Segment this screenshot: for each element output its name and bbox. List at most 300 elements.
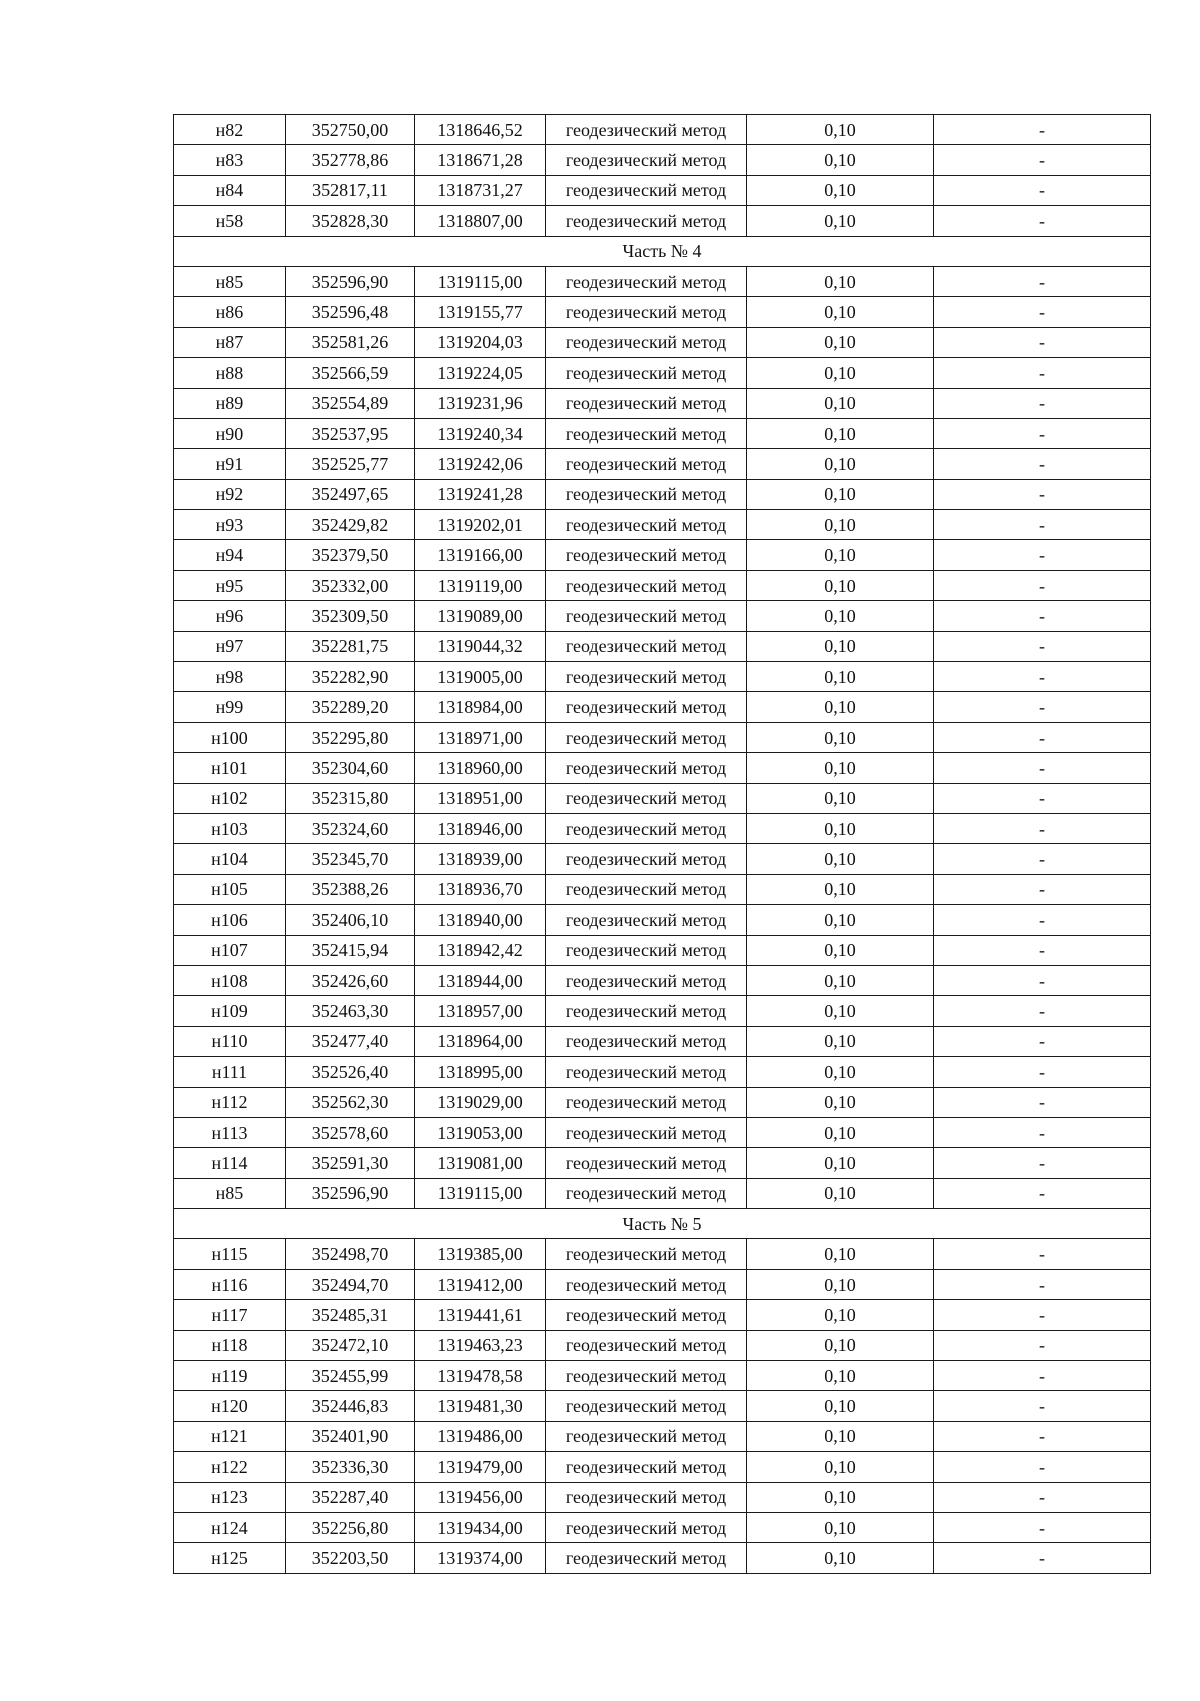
precision-cell: 0,10 (747, 1543, 934, 1573)
section-title: Часть № 4 (174, 236, 1151, 266)
note-cell: - (934, 1512, 1151, 1542)
y-coordinate-cell: 1318942,42 (415, 935, 546, 965)
precision-cell: 0,10 (747, 1482, 934, 1512)
point-name-cell: н107 (174, 935, 286, 965)
point-name-cell: н102 (174, 783, 286, 813)
note-cell: - (934, 540, 1151, 570)
table-row (174, 662, 1151, 692)
method-cell: геодезический метод (546, 1421, 747, 1451)
section-title: Часть № 5 (174, 1209, 1151, 1239)
section-header-row (174, 236, 1151, 266)
method-cell: геодезический метод (546, 479, 747, 509)
table-row (174, 1512, 1151, 1542)
precision-cell: 0,10 (747, 1057, 934, 1087)
x-coordinate-cell: 352345,70 (286, 844, 415, 874)
method-cell: геодезический метод (546, 874, 747, 904)
precision-cell: 0,10 (747, 1391, 934, 1421)
coordinates-table (173, 114, 1151, 1574)
point-name-cell: н90 (174, 418, 286, 448)
x-coordinate-cell: 352498,70 (286, 1239, 415, 1269)
precision-cell: 0,10 (747, 327, 934, 357)
point-name-cell: н87 (174, 327, 286, 357)
note-cell: - (934, 145, 1151, 175)
y-coordinate-cell: 1319479,00 (415, 1452, 546, 1482)
precision-cell: 0,10 (747, 358, 934, 388)
x-coordinate-cell: 352388,26 (286, 874, 415, 904)
y-coordinate-cell: 1318939,00 (415, 844, 546, 874)
point-name-cell: н99 (174, 692, 286, 722)
point-name-cell: н98 (174, 662, 286, 692)
y-coordinate-cell: 1319115,00 (415, 266, 546, 296)
x-coordinate-cell: 352537,95 (286, 418, 415, 448)
x-coordinate-cell: 352526,40 (286, 1057, 415, 1087)
precision-cell: 0,10 (747, 1026, 934, 1056)
method-cell: геодезический метод (546, 206, 747, 236)
y-coordinate-cell: 1319374,00 (415, 1543, 546, 1573)
x-coordinate-cell: 352446,83 (286, 1391, 415, 1421)
y-coordinate-cell: 1319224,05 (415, 358, 546, 388)
table-row (174, 115, 1151, 145)
note-cell: - (934, 418, 1151, 448)
table-row (174, 540, 1151, 570)
note-cell: - (934, 1026, 1151, 1056)
precision-cell: 0,10 (747, 753, 934, 783)
note-cell: - (934, 813, 1151, 843)
method-cell: геодезический метод (546, 1026, 747, 1056)
point-name-cell: н118 (174, 1330, 286, 1360)
precision-cell: 0,10 (747, 722, 934, 752)
precision-cell: 0,10 (747, 510, 934, 540)
point-name-cell: н93 (174, 510, 286, 540)
note-cell: - (934, 1361, 1151, 1391)
x-coordinate-cell: 352562,30 (286, 1087, 415, 1117)
method-cell: геодезический метод (546, 1361, 747, 1391)
table-row (174, 692, 1151, 722)
method-cell: геодезический метод (546, 1057, 747, 1087)
table-row (174, 935, 1151, 965)
note-cell: - (934, 1482, 1151, 1512)
note-cell: - (934, 449, 1151, 479)
x-coordinate-cell: 352554,89 (286, 388, 415, 418)
method-cell: геодезический метод (546, 449, 747, 479)
point-name-cell: н120 (174, 1391, 286, 1421)
precision-cell: 0,10 (747, 388, 934, 418)
table-row (174, 813, 1151, 843)
table-row (174, 449, 1151, 479)
point-name-cell: н110 (174, 1026, 286, 1056)
precision-cell: 0,10 (747, 540, 934, 570)
point-name-cell: н117 (174, 1300, 286, 1330)
y-coordinate-cell: 1319241,28 (415, 479, 546, 509)
note-cell: - (934, 358, 1151, 388)
note-cell: - (934, 115, 1151, 145)
x-coordinate-cell: 352596,48 (286, 297, 415, 327)
y-coordinate-cell: 1319089,00 (415, 601, 546, 631)
precision-cell: 0,10 (747, 115, 934, 145)
table-row (174, 358, 1151, 388)
x-coordinate-cell: 352287,40 (286, 1482, 415, 1512)
point-name-cell: н92 (174, 479, 286, 509)
point-name-cell: н94 (174, 540, 286, 570)
table-row (174, 1543, 1151, 1573)
precision-cell: 0,10 (747, 631, 934, 661)
note-cell: - (934, 874, 1151, 904)
method-cell: геодезический метод (546, 418, 747, 448)
method-cell: геодезический метод (546, 813, 747, 843)
x-coordinate-cell: 352581,26 (286, 327, 415, 357)
table-row (174, 479, 1151, 509)
precision-cell: 0,10 (747, 449, 934, 479)
point-name-cell: н88 (174, 358, 286, 388)
table-row (174, 722, 1151, 752)
table-row (174, 1087, 1151, 1117)
note-cell: - (934, 175, 1151, 205)
precision-cell: 0,10 (747, 1269, 934, 1299)
note-cell: - (934, 510, 1151, 540)
method-cell: геодезический метод (546, 1239, 747, 1269)
section-header-row (174, 1209, 1151, 1239)
x-coordinate-cell: 352332,00 (286, 570, 415, 600)
method-cell: геодезический метод (546, 327, 747, 357)
precision-cell: 0,10 (747, 813, 934, 843)
table-row (174, 1117, 1151, 1147)
x-coordinate-cell: 352828,30 (286, 206, 415, 236)
table-row (174, 1452, 1151, 1482)
note-cell: - (934, 1391, 1151, 1421)
precision-cell: 0,10 (747, 662, 934, 692)
point-name-cell: н109 (174, 996, 286, 1026)
y-coordinate-cell: 1318957,00 (415, 996, 546, 1026)
note-cell: - (934, 1057, 1151, 1087)
y-coordinate-cell: 1318995,00 (415, 1057, 546, 1087)
note-cell: - (934, 266, 1151, 296)
y-coordinate-cell: 1319385,00 (415, 1239, 546, 1269)
table-row (174, 1482, 1151, 1512)
point-name-cell: н82 (174, 115, 286, 145)
note-cell: - (934, 662, 1151, 692)
precision-cell: 0,10 (747, 601, 934, 631)
x-coordinate-cell: 352596,90 (286, 1178, 415, 1208)
table-row (174, 601, 1151, 631)
method-cell: геодезический метод (546, 1117, 747, 1147)
y-coordinate-cell: 1318971,00 (415, 722, 546, 752)
precision-cell: 0,10 (747, 570, 934, 600)
precision-cell: 0,10 (747, 1421, 934, 1451)
x-coordinate-cell: 352304,60 (286, 753, 415, 783)
x-coordinate-cell: 352309,50 (286, 601, 415, 631)
precision-cell: 0,10 (747, 874, 934, 904)
x-coordinate-cell: 352379,50 (286, 540, 415, 570)
table-row (174, 753, 1151, 783)
note-cell: - (934, 1269, 1151, 1299)
method-cell: геодезический метод (546, 1482, 747, 1512)
y-coordinate-cell: 1319240,34 (415, 418, 546, 448)
point-name-cell: н58 (174, 206, 286, 236)
method-cell: геодезический метод (546, 510, 747, 540)
note-cell: - (934, 1117, 1151, 1147)
y-coordinate-cell: 1319081,00 (415, 1148, 546, 1178)
x-coordinate-cell: 352289,20 (286, 692, 415, 722)
table-row (174, 874, 1151, 904)
y-coordinate-cell: 1318807,00 (415, 206, 546, 236)
point-name-cell: н115 (174, 1239, 286, 1269)
note-cell: - (934, 388, 1151, 418)
precision-cell: 0,10 (747, 905, 934, 935)
precision-cell: 0,10 (747, 692, 934, 722)
note-cell: - (934, 783, 1151, 813)
table-row (174, 206, 1151, 236)
precision-cell: 0,10 (747, 1512, 934, 1542)
point-name-cell: н85 (174, 266, 286, 296)
precision-cell: 0,10 (747, 479, 934, 509)
table-row (174, 1391, 1151, 1421)
x-coordinate-cell: 352566,59 (286, 358, 415, 388)
note-cell: - (934, 692, 1151, 722)
table-row (174, 905, 1151, 935)
x-coordinate-cell: 352336,30 (286, 1452, 415, 1482)
note-cell: - (934, 327, 1151, 357)
point-name-cell: н91 (174, 449, 286, 479)
note-cell: - (934, 206, 1151, 236)
table-row (174, 418, 1151, 448)
table-row (174, 570, 1151, 600)
precision-cell: 0,10 (747, 418, 934, 448)
method-cell: геодезический метод (546, 601, 747, 631)
y-coordinate-cell: 1318646,52 (415, 115, 546, 145)
point-name-cell: н101 (174, 753, 286, 783)
table-row (174, 1361, 1151, 1391)
point-name-cell: н105 (174, 874, 286, 904)
method-cell: геодезический метод (546, 783, 747, 813)
table-row (174, 783, 1151, 813)
point-name-cell: н97 (174, 631, 286, 661)
y-coordinate-cell: 1319155,77 (415, 297, 546, 327)
x-coordinate-cell: 352497,65 (286, 479, 415, 509)
y-coordinate-cell: 1318946,00 (415, 813, 546, 843)
precision-cell: 0,10 (747, 206, 934, 236)
method-cell: геодезический метод (546, 1543, 747, 1573)
method-cell: геодезический метод (546, 297, 747, 327)
x-coordinate-cell: 352525,77 (286, 449, 415, 479)
point-name-cell: н84 (174, 175, 286, 205)
y-coordinate-cell: 1318944,00 (415, 965, 546, 995)
point-name-cell: н116 (174, 1269, 286, 1299)
method-cell: геодезический метод (546, 1300, 747, 1330)
method-cell: геодезический метод (546, 844, 747, 874)
method-cell: геодезический метод (546, 631, 747, 661)
x-coordinate-cell: 352256,80 (286, 1512, 415, 1542)
point-name-cell: н113 (174, 1117, 286, 1147)
method-cell: геодезический метод (546, 1148, 747, 1178)
method-cell: геодезический метод (546, 1512, 747, 1542)
precision-cell: 0,10 (747, 145, 934, 175)
y-coordinate-cell: 1319029,00 (415, 1087, 546, 1117)
precision-cell: 0,10 (747, 996, 934, 1026)
x-coordinate-cell: 352778,86 (286, 145, 415, 175)
x-coordinate-cell: 352463,30 (286, 996, 415, 1026)
precision-cell: 0,10 (747, 1148, 934, 1178)
y-coordinate-cell: 1319481,30 (415, 1391, 546, 1421)
x-coordinate-cell: 352494,70 (286, 1269, 415, 1299)
point-name-cell: н89 (174, 388, 286, 418)
point-name-cell: н104 (174, 844, 286, 874)
point-name-cell: н85 (174, 1178, 286, 1208)
method-cell: геодезический метод (546, 175, 747, 205)
x-coordinate-cell: 352477,40 (286, 1026, 415, 1056)
precision-cell: 0,10 (747, 783, 934, 813)
precision-cell: 0,10 (747, 965, 934, 995)
x-coordinate-cell: 352426,60 (286, 965, 415, 995)
precision-cell: 0,10 (747, 844, 934, 874)
note-cell: - (934, 996, 1151, 1026)
note-cell: - (934, 1239, 1151, 1269)
table-row (174, 510, 1151, 540)
table-row (174, 1239, 1151, 1269)
method-cell: геодезический метод (546, 935, 747, 965)
y-coordinate-cell: 1318731,27 (415, 175, 546, 205)
method-cell: геодезический метод (546, 722, 747, 752)
x-coordinate-cell: 352578,60 (286, 1117, 415, 1147)
table-row (174, 297, 1151, 327)
table-row (174, 631, 1151, 661)
table-row (174, 1269, 1151, 1299)
y-coordinate-cell: 1319478,58 (415, 1361, 546, 1391)
x-coordinate-cell: 352591,30 (286, 1148, 415, 1178)
precision-cell: 0,10 (747, 266, 934, 296)
method-cell: геодезический метод (546, 1391, 747, 1421)
point-name-cell: н95 (174, 570, 286, 600)
note-cell: - (934, 722, 1151, 752)
note-cell: - (934, 570, 1151, 600)
method-cell: геодезический метод (546, 115, 747, 145)
note-cell: - (934, 479, 1151, 509)
precision-cell: 0,10 (747, 1330, 934, 1360)
note-cell: - (934, 844, 1151, 874)
precision-cell: 0,10 (747, 1117, 934, 1147)
x-coordinate-cell: 352315,80 (286, 783, 415, 813)
note-cell: - (934, 297, 1151, 327)
table-row (174, 1421, 1151, 1451)
y-coordinate-cell: 1319231,96 (415, 388, 546, 418)
note-cell: - (934, 1452, 1151, 1482)
x-coordinate-cell: 352415,94 (286, 935, 415, 965)
method-cell: геодезический метод (546, 753, 747, 783)
table-row (174, 327, 1151, 357)
note-cell: - (934, 753, 1151, 783)
y-coordinate-cell: 1319486,00 (415, 1421, 546, 1451)
point-name-cell: н119 (174, 1361, 286, 1391)
note-cell: - (934, 1330, 1151, 1360)
precision-cell: 0,10 (747, 1178, 934, 1208)
method-cell: геодезический метод (546, 996, 747, 1026)
y-coordinate-cell: 1318960,00 (415, 753, 546, 783)
x-coordinate-cell: 352596,90 (286, 266, 415, 296)
x-coordinate-cell: 352472,10 (286, 1330, 415, 1360)
point-name-cell: н106 (174, 905, 286, 935)
precision-cell: 0,10 (747, 1087, 934, 1117)
x-coordinate-cell: 352485,31 (286, 1300, 415, 1330)
method-cell: геодезический метод (546, 570, 747, 600)
y-coordinate-cell: 1319202,01 (415, 510, 546, 540)
precision-cell: 0,10 (747, 175, 934, 205)
table-row (174, 1026, 1151, 1056)
point-name-cell: н103 (174, 813, 286, 843)
y-coordinate-cell: 1319441,61 (415, 1300, 546, 1330)
y-coordinate-cell: 1318964,00 (415, 1026, 546, 1056)
x-coordinate-cell: 352455,99 (286, 1361, 415, 1391)
method-cell: геодезический метод (546, 1178, 747, 1208)
point-name-cell: н125 (174, 1543, 286, 1573)
y-coordinate-cell: 1318936,70 (415, 874, 546, 904)
y-coordinate-cell: 1319204,03 (415, 327, 546, 357)
y-coordinate-cell: 1318940,00 (415, 905, 546, 935)
point-name-cell: н108 (174, 965, 286, 995)
y-coordinate-cell: 1319119,00 (415, 570, 546, 600)
y-coordinate-cell: 1318984,00 (415, 692, 546, 722)
precision-cell: 0,10 (747, 1300, 934, 1330)
note-cell: - (934, 1543, 1151, 1573)
x-coordinate-cell: 352295,80 (286, 722, 415, 752)
x-coordinate-cell: 352282,90 (286, 662, 415, 692)
method-cell: геодезический метод (546, 965, 747, 995)
coordinates-table-body (174, 115, 1151, 1574)
method-cell: геодезический метод (546, 1087, 747, 1117)
note-cell: - (934, 1087, 1151, 1117)
note-cell: - (934, 601, 1151, 631)
method-cell: геодезический метод (546, 1330, 747, 1360)
note-cell: - (934, 965, 1151, 995)
note-cell: - (934, 1178, 1151, 1208)
point-name-cell: н122 (174, 1452, 286, 1482)
table-row (174, 145, 1151, 175)
table-row (174, 996, 1151, 1026)
y-coordinate-cell: 1319053,00 (415, 1117, 546, 1147)
note-cell: - (934, 1148, 1151, 1178)
note-cell: - (934, 1300, 1151, 1330)
y-coordinate-cell: 1319115,00 (415, 1178, 546, 1208)
table-row (174, 844, 1151, 874)
table-row (174, 266, 1151, 296)
x-coordinate-cell: 352324,60 (286, 813, 415, 843)
point-name-cell: н112 (174, 1087, 286, 1117)
table-row (174, 388, 1151, 418)
method-cell: геодезический метод (546, 1269, 747, 1299)
point-name-cell: н123 (174, 1482, 286, 1512)
y-coordinate-cell: 1319242,06 (415, 449, 546, 479)
y-coordinate-cell: 1319005,00 (415, 662, 546, 692)
method-cell: геодезический метод (546, 266, 747, 296)
method-cell: геодезический метод (546, 388, 747, 418)
x-coordinate-cell: 352406,10 (286, 905, 415, 935)
x-coordinate-cell: 352750,00 (286, 115, 415, 145)
method-cell: геодезический метод (546, 905, 747, 935)
point-name-cell: н83 (174, 145, 286, 175)
table-row (174, 1057, 1151, 1087)
y-coordinate-cell: 1319463,23 (415, 1330, 546, 1360)
y-coordinate-cell: 1318951,00 (415, 783, 546, 813)
x-coordinate-cell: 352281,75 (286, 631, 415, 661)
x-coordinate-cell: 352429,82 (286, 510, 415, 540)
table-row (174, 175, 1151, 205)
method-cell: геодезический метод (546, 540, 747, 570)
y-coordinate-cell: 1319456,00 (415, 1482, 546, 1512)
note-cell: - (934, 1421, 1151, 1451)
point-name-cell: н86 (174, 297, 286, 327)
point-name-cell: н124 (174, 1512, 286, 1542)
point-name-cell: н96 (174, 601, 286, 631)
x-coordinate-cell: 352817,11 (286, 175, 415, 205)
method-cell: геодезический метод (546, 1452, 747, 1482)
